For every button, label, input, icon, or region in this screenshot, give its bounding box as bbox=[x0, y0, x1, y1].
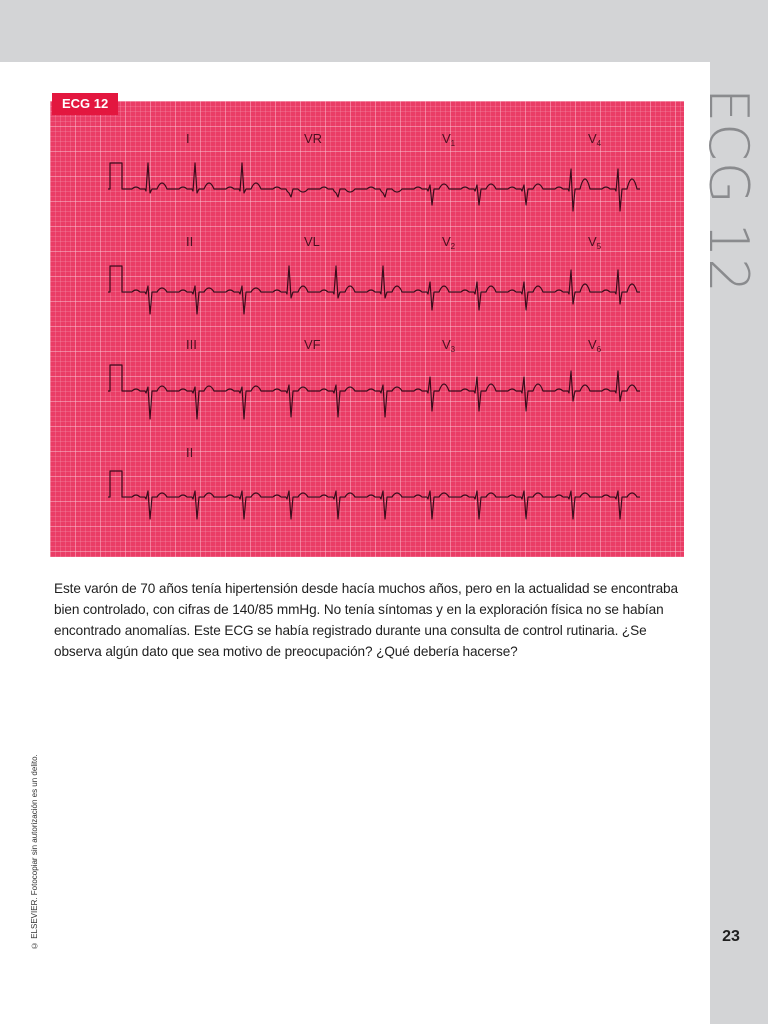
page-number: 23 bbox=[722, 928, 740, 945]
lead-label-iii-row3: III bbox=[186, 337, 197, 352]
lead-label-i-row1: I bbox=[186, 131, 190, 146]
top-band bbox=[0, 0, 768, 62]
ecg-strip bbox=[50, 101, 684, 557]
lead-label-v6-row3: $V_6$ bbox=[588, 337, 602, 354]
lead-label-vf-row3: VF bbox=[304, 337, 321, 352]
case-description: Este varón de 70 años tenía hipertensión desde hacía muchos años, pero en la actualidad se encontraba bien controlado, con cifras de 140/85 mmHg. No tenía síntomas y en la exploración física no se habían encontrado anomalías. Este ECG se había registrado durante una consulta de control rutinaria. ¿Se observa algún dato que sea motivo de preocupación? ¿Qué debería hacerse? bbox=[54, 581, 678, 659]
lead-label-v4-row1: $V_4$ bbox=[588, 131, 602, 148]
lead-label-ii-row2: II bbox=[186, 234, 194, 249]
lead-label-vr-row1: VR bbox=[304, 131, 323, 146]
lead-label-v1-row1: $V_1$ bbox=[442, 131, 456, 148]
lead-label-v5-row2: $V_5$ bbox=[588, 234, 602, 251]
lead-label-ii-row4: II bbox=[186, 445, 194, 460]
lead-label-vl-row2: VL bbox=[304, 234, 320, 249]
ecg-paper bbox=[50, 101, 684, 557]
lead-label-v3-row3: $V_3$ bbox=[442, 337, 456, 354]
copyright-notice: © ELSEVIER. Fotocopiar sin autorización es un delito. bbox=[30, 754, 39, 950]
side-title: ECG 12 bbox=[697, 88, 760, 294]
ecg-grid bbox=[50, 101, 684, 557]
lead-label-v2-row2: $V_2$ bbox=[442, 234, 456, 251]
ecg-tag: ECG 12 bbox=[52, 93, 118, 115]
